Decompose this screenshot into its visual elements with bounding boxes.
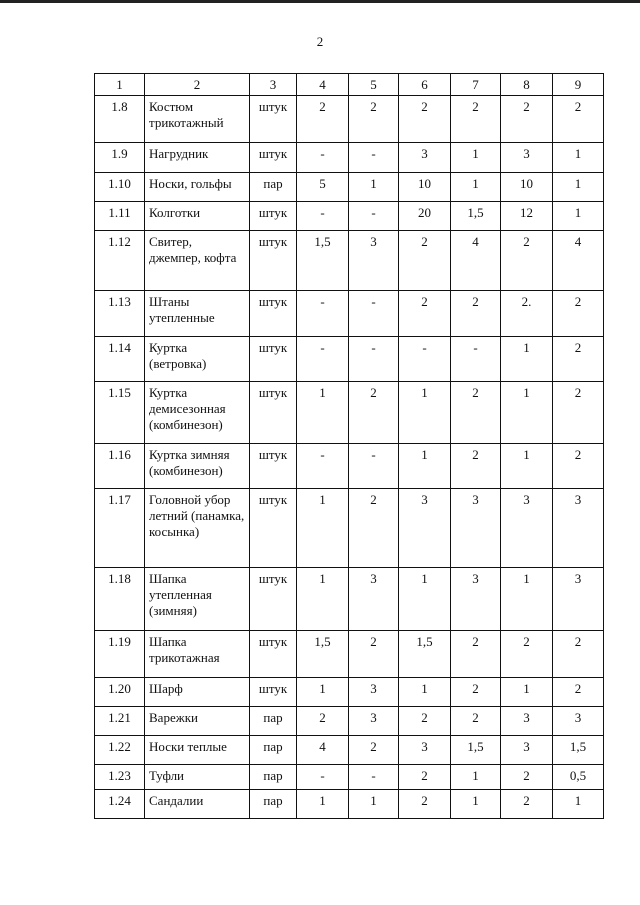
value-cell: 1: [399, 568, 451, 631]
table-row: [95, 444, 604, 489]
row-number-cell: 1.10: [95, 173, 145, 202]
row-number-cell: 1.17: [95, 489, 145, 568]
value-cell: 2: [553, 337, 604, 382]
value-cell: 2: [451, 382, 501, 444]
table-row: [95, 489, 604, 568]
value-cell: 2: [553, 631, 604, 678]
table-row: [95, 678, 604, 707]
table-row: [95, 765, 604, 790]
value-cell: 1: [349, 790, 399, 819]
header-cell: 6: [399, 74, 451, 96]
value-cell: -: [297, 337, 349, 382]
value-cell: 2: [399, 231, 451, 291]
value-cell: 2: [501, 790, 553, 819]
value-cell: 1,5: [399, 631, 451, 678]
value-cell: 1: [297, 790, 349, 819]
value-cell: 3: [501, 489, 553, 568]
value-cell: 1: [501, 568, 553, 631]
value-cell: 2: [501, 765, 553, 790]
value-cell: -: [297, 291, 349, 337]
value-cell: -: [349, 291, 399, 337]
table-row: [95, 337, 604, 382]
value-cell: 1,5: [451, 736, 501, 765]
value-cell: 2: [451, 291, 501, 337]
value-cell: 10: [501, 173, 553, 202]
value-cell: 2: [399, 790, 451, 819]
item-name-cell: Сандалии: [145, 790, 250, 819]
value-cell: -: [297, 202, 349, 231]
value-cell: 5: [297, 173, 349, 202]
row-number-cell: 1.15: [95, 382, 145, 444]
row-number-cell: 1.18: [95, 568, 145, 631]
value-cell: 4: [297, 736, 349, 765]
header-cell: 3: [250, 74, 297, 96]
row-number-cell: 1.12: [95, 231, 145, 291]
value-cell: 1: [451, 143, 501, 173]
value-cell: 1: [451, 173, 501, 202]
value-cell: -: [451, 337, 501, 382]
value-cell: 4: [553, 231, 604, 291]
value-cell: 3: [349, 678, 399, 707]
row-number-cell: 1.9: [95, 143, 145, 173]
row-number-cell: 1.11: [95, 202, 145, 231]
value-cell: 4: [451, 231, 501, 291]
top-border-line: [0, 0, 640, 3]
unit-cell: пар: [250, 707, 297, 736]
value-cell: 2: [349, 631, 399, 678]
row-number-cell: 1.23: [95, 765, 145, 790]
table-row: [95, 707, 604, 736]
item-name-cell: Шарф: [145, 678, 250, 707]
table-row: [95, 96, 604, 143]
row-number-cell: 1.20: [95, 678, 145, 707]
value-cell: 0,5: [553, 765, 604, 790]
value-cell: 2.: [501, 291, 553, 337]
item-name-cell: Шапка трикотажная: [145, 631, 250, 678]
value-cell: 3: [399, 143, 451, 173]
header-cell: 2: [145, 74, 250, 96]
item-name-cell: Свитер, джемпер, кофта: [145, 231, 250, 291]
value-cell: -: [349, 143, 399, 173]
value-cell: 1: [399, 382, 451, 444]
value-cell: 1: [399, 444, 451, 489]
value-cell: 1: [297, 489, 349, 568]
unit-cell: штук: [250, 568, 297, 631]
value-cell: 2: [553, 678, 604, 707]
value-cell: 1: [553, 173, 604, 202]
value-cell: 1: [501, 678, 553, 707]
value-cell: -: [297, 143, 349, 173]
unit-cell: пар: [250, 173, 297, 202]
value-cell: -: [349, 202, 399, 231]
value-cell: 1,5: [553, 736, 604, 765]
unit-cell: пар: [250, 736, 297, 765]
value-cell: 12: [501, 202, 553, 231]
table-header-row: [95, 74, 604, 96]
row-number-cell: 1.16: [95, 444, 145, 489]
value-cell: 1: [501, 444, 553, 489]
value-cell: 2: [349, 382, 399, 444]
row-number-cell: 1.24: [95, 790, 145, 819]
header-cell: 7: [451, 74, 501, 96]
value-cell: 2: [553, 382, 604, 444]
value-cell: 3: [399, 736, 451, 765]
value-cell: -: [349, 337, 399, 382]
value-cell: 1: [349, 173, 399, 202]
row-number-cell: 1.19: [95, 631, 145, 678]
item-name-cell: Костюм трикотажный: [145, 96, 250, 143]
value-cell: 2: [297, 707, 349, 736]
value-cell: 3: [451, 489, 501, 568]
value-cell: 2: [553, 444, 604, 489]
value-cell: 1: [399, 678, 451, 707]
value-cell: 2: [553, 291, 604, 337]
clothing-norms-table: [94, 73, 604, 819]
row-number-cell: 1.14: [95, 337, 145, 382]
item-name-cell: Носки, гольфы: [145, 173, 250, 202]
value-cell: -: [399, 337, 451, 382]
value-cell: 1,5: [297, 231, 349, 291]
value-cell: 2: [349, 96, 399, 143]
value-cell: 3: [553, 707, 604, 736]
value-cell: 2: [451, 96, 501, 143]
value-cell: 3: [399, 489, 451, 568]
item-name-cell: Куртка демисезонная (комбинезон): [145, 382, 250, 444]
unit-cell: штук: [250, 489, 297, 568]
value-cell: 1: [501, 382, 553, 444]
value-cell: 3: [451, 568, 501, 631]
value-cell: 3: [501, 707, 553, 736]
value-cell: 2: [501, 631, 553, 678]
unit-cell: штук: [250, 382, 297, 444]
header-cell: 5: [349, 74, 399, 96]
header-cell: 8: [501, 74, 553, 96]
value-cell: 2: [399, 96, 451, 143]
unit-cell: штук: [250, 337, 297, 382]
value-cell: 1: [297, 382, 349, 444]
row-number-cell: 1.22: [95, 736, 145, 765]
unit-cell: пар: [250, 790, 297, 819]
table-row: [95, 382, 604, 444]
value-cell: 2: [451, 631, 501, 678]
table-row: [95, 231, 604, 291]
table-row: [95, 568, 604, 631]
value-cell: 1: [553, 202, 604, 231]
item-name-cell: Варежки: [145, 707, 250, 736]
header-cell: 4: [297, 74, 349, 96]
unit-cell: штук: [250, 291, 297, 337]
row-number-cell: 1.21: [95, 707, 145, 736]
table-row: [95, 631, 604, 678]
value-cell: -: [349, 765, 399, 790]
page-number: 2: [316, 34, 324, 49]
value-cell: 3: [553, 568, 604, 631]
value-cell: 2: [399, 765, 451, 790]
value-cell: -: [297, 444, 349, 489]
value-cell: 10: [399, 173, 451, 202]
value-cell: 3: [349, 568, 399, 631]
value-cell: 1: [297, 678, 349, 707]
unit-cell: штук: [250, 231, 297, 291]
value-cell: 3: [553, 489, 604, 568]
row-number-cell: 1.8: [95, 96, 145, 143]
row-number-cell: 1.13: [95, 291, 145, 337]
value-cell: 3: [349, 231, 399, 291]
value-cell: 1: [451, 790, 501, 819]
value-cell: 2: [349, 736, 399, 765]
value-cell: 2: [349, 489, 399, 568]
value-cell: 2: [501, 231, 553, 291]
value-cell: 2: [297, 96, 349, 143]
value-cell: 3: [501, 143, 553, 173]
value-cell: 1,5: [297, 631, 349, 678]
value-cell: -: [297, 765, 349, 790]
item-name-cell: Шапка утепленная (зимняя): [145, 568, 250, 631]
value-cell: 2: [451, 678, 501, 707]
value-cell: 2: [501, 96, 553, 143]
item-name-cell: Туфли: [145, 765, 250, 790]
table-row: [95, 790, 604, 819]
value-cell: 2: [553, 96, 604, 143]
value-cell: 1: [553, 143, 604, 173]
unit-cell: штук: [250, 202, 297, 231]
value-cell: 3: [501, 736, 553, 765]
unit-cell: штук: [250, 631, 297, 678]
unit-cell: штук: [250, 143, 297, 173]
header-cell: 1: [95, 74, 145, 96]
table-row: [95, 291, 604, 337]
value-cell: 1: [553, 790, 604, 819]
value-cell: 2: [451, 707, 501, 736]
value-cell: 3: [349, 707, 399, 736]
table-row: [95, 202, 604, 231]
value-cell: -: [349, 444, 399, 489]
value-cell: 20: [399, 202, 451, 231]
unit-cell: пар: [250, 765, 297, 790]
item-name-cell: Колготки: [145, 202, 250, 231]
item-name-cell: Куртка (ветровка): [145, 337, 250, 382]
item-name-cell: Нагрудник: [145, 143, 250, 173]
item-name-cell: Куртка зимняя (комбинезон): [145, 444, 250, 489]
unit-cell: штук: [250, 678, 297, 707]
unit-cell: штук: [250, 444, 297, 489]
item-name-cell: Носки теплые: [145, 736, 250, 765]
table-row: [95, 173, 604, 202]
table-row: [95, 736, 604, 765]
value-cell: 1,5: [451, 202, 501, 231]
unit-cell: штук: [250, 96, 297, 143]
value-cell: 1: [451, 765, 501, 790]
header-cell: 9: [553, 74, 604, 96]
value-cell: 1: [501, 337, 553, 382]
value-cell: 1: [297, 568, 349, 631]
value-cell: 2: [399, 707, 451, 736]
table-row: [95, 143, 604, 173]
value-cell: 2: [451, 444, 501, 489]
value-cell: 2: [399, 291, 451, 337]
item-name-cell: Головной убор летний (панамка, косынка): [145, 489, 250, 568]
item-name-cell: Штаны утепленные: [145, 291, 250, 337]
